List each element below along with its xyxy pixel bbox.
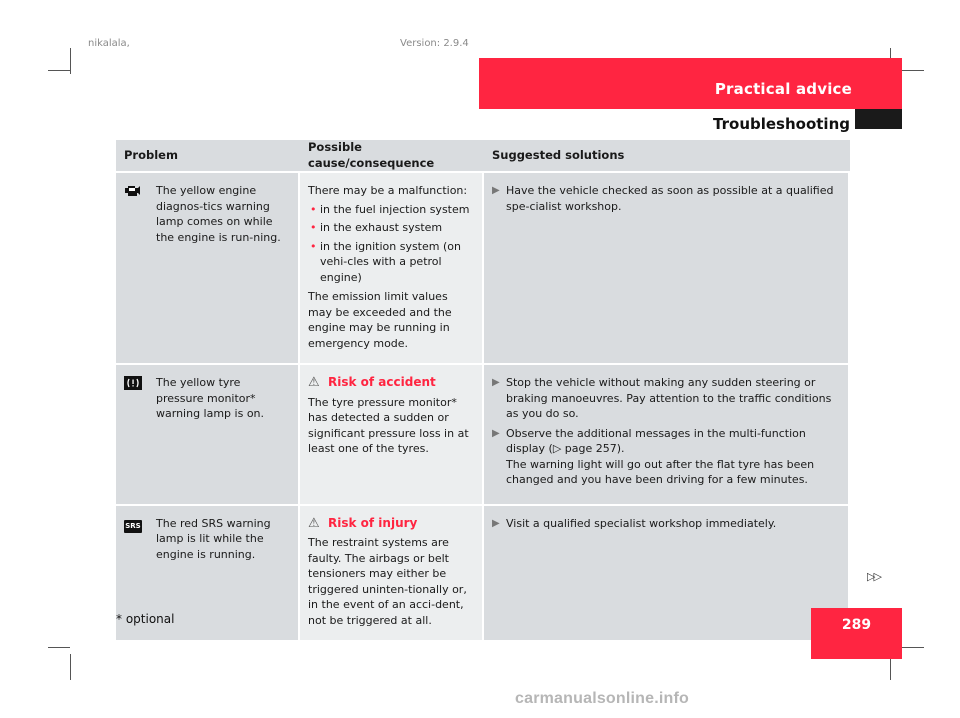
solution-note: The warning light will go out after the flat tyre has been changed and you have been driving for a few minutes.	[506, 457, 815, 486]
column-header-problem: Problem	[116, 140, 300, 173]
list-item: • in the exhaust system	[308, 220, 474, 236]
cause-outro: The emission limit values may be exceeded and the engine may be running in emergency mode.	[308, 290, 452, 350]
section-title: Practical advice	[714, 80, 852, 98]
table-header-row	[116, 140, 850, 173]
tyre-pressure-icon	[124, 376, 142, 390]
problem-cell	[116, 365, 300, 506]
solution-step: Stop the vehicle without making any sudden steering or braking manoeuvres. Pay attention to the traffic conditions as you do so.	[506, 376, 832, 420]
warning-heading	[308, 516, 474, 532]
solution-step: Have the vehicle checked as soon as possible at a qualified spe-cialist workshop.	[506, 184, 834, 213]
solution-step: Visit a qualified specialist workshop immediately.	[506, 516, 777, 530]
table-row	[116, 506, 850, 643]
engine-diagnostics-icon	[124, 184, 142, 198]
watermark: carmanualsonline.info	[515, 690, 690, 707]
action-arrow-icon: ▶	[492, 427, 500, 439]
table-row	[116, 173, 850, 365]
srs-icon: SRS	[124, 520, 142, 533]
crop-mark	[70, 654, 71, 680]
solution-step: Observe the additional messages in the multi-function display (▷ page 257).	[506, 426, 806, 455]
solutions-cell	[484, 173, 850, 365]
section-header	[479, 58, 902, 109]
warning-triangle-icon: ⚠	[308, 515, 320, 531]
cause-cell	[300, 365, 484, 506]
warning-triangle-icon: ⚠	[308, 375, 320, 390]
page-number-box	[811, 608, 902, 659]
crop-mark	[48, 70, 70, 71]
crop-mark	[48, 647, 70, 648]
cause-text: The tyre pressure monitor* has detected a sudden or significant pressure loss in at least one of the tyres.	[308, 395, 469, 455]
list-item: • in the ignition system (on vehi-cles with a petrol engine)	[308, 239, 474, 286]
problem-text: The yellow engine diagnos-tics warning lamp comes on while the engine is run-ning.	[156, 184, 281, 244]
table-row	[116, 365, 850, 506]
cause-text: The restraint systems are faulty. The airbags or belt tensioners may either be triggered uninten-tionally or, in the event of an acci-dent, not be triggered at all.	[308, 536, 467, 627]
page-number: 289	[841, 617, 872, 633]
problem-text: The yellow tyre pressure monitor* warning lamp is on.	[156, 376, 265, 420]
cause-cell	[300, 506, 484, 643]
problem-text: The red SRS warning lamp is lit while the engine is running.	[156, 516, 271, 561]
subsection-title: Troubleshooting	[713, 115, 850, 133]
problem-cell	[116, 173, 300, 365]
print-meta-right: Version: 2.9.4	[400, 38, 469, 49]
warning-text: Risk of accident	[328, 375, 436, 389]
action-arrow-icon: ▶	[492, 185, 500, 196]
crop-mark	[70, 48, 71, 74]
warning-heading	[308, 375, 474, 391]
crop-mark	[902, 70, 924, 71]
list-item: • in the fuel injection system	[308, 202, 474, 218]
crop-mark	[902, 647, 924, 648]
footnote: * optional	[116, 612, 175, 626]
troubleshooting-table	[116, 140, 850, 642]
solutions-cell	[484, 365, 850, 506]
action-arrow-icon: ▶	[492, 517, 500, 529]
cause-cell	[300, 173, 484, 365]
column-header-cause: Possible cause/consequence	[300, 140, 484, 173]
column-header-solutions: Suggested solutions	[484, 140, 850, 173]
cause-intro: There may be a malfunction:	[308, 184, 468, 197]
section-tab	[855, 109, 902, 129]
action-arrow-icon: ▶	[492, 377, 500, 388]
continue-marker: ▷▷	[867, 570, 880, 583]
print-meta-left: nikalala,	[88, 38, 130, 49]
solutions-cell	[484, 506, 850, 643]
warning-text: Risk of injury	[328, 515, 418, 530]
